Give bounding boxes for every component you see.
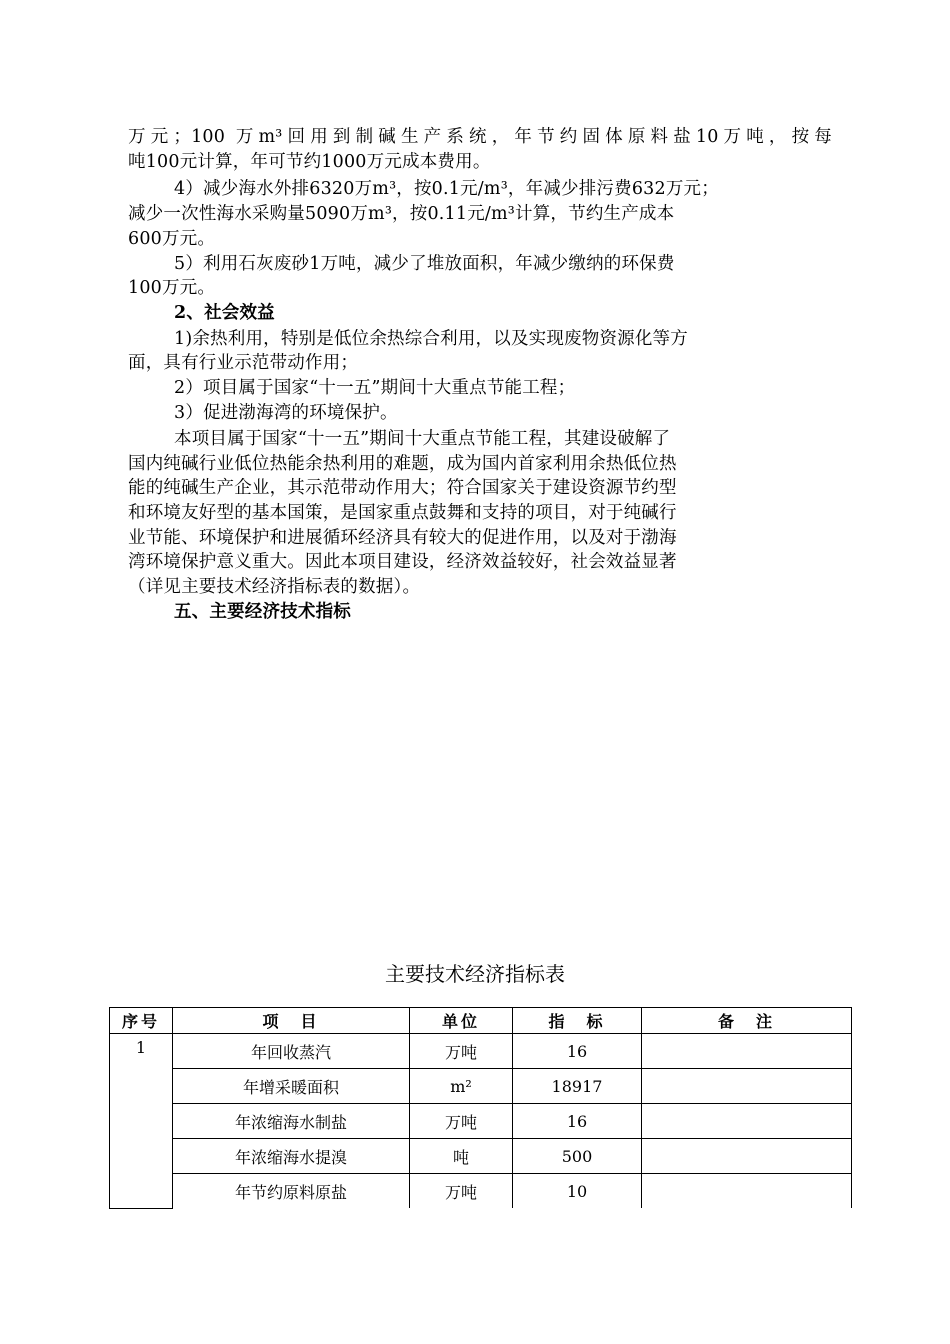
unit-cell: 万吨 — [410, 1104, 513, 1139]
note-cell — [642, 1034, 852, 1069]
value-cell: 10 — [513, 1174, 642, 1209]
paragraph-line: 能的纯碱生产企业，其示范带动作用大；符合国家关于建设资源节约型 — [128, 478, 677, 498]
table-header-row — [110, 1008, 852, 1034]
item-cell: 年浓缩海水制盐 — [173, 1104, 410, 1139]
unit-cell: m² — [410, 1069, 513, 1104]
item-cell: 年增采暖面积 — [173, 1069, 410, 1104]
paragraph-line: （详见主要技术经济指标表的数据）。 — [128, 577, 421, 597]
paragraph-line: 减少一次性海水采购量5090万m³，按0.11元/m³计算，节约生产成本 — [128, 204, 675, 224]
item-cell: 年回收蒸汽 — [173, 1034, 410, 1069]
unit-cell: 万吨 — [410, 1174, 513, 1209]
item-cell: 年浓缩海水提溴 — [173, 1139, 410, 1174]
value-cell: 16 — [513, 1104, 642, 1139]
paragraph-line: 1)余热利用，特别是低位余热综合利用，以及实现废物资源化等方 — [174, 329, 688, 349]
paragraph-line: 和环境友好型的基本国策，是国家重点鼓舞和支持的项目，对于纯碱行 — [128, 503, 677, 523]
header-value: 指 标 — [513, 1008, 642, 1034]
paragraph-line: 国内纯碱行业低位热能余热利用的难题，成为国内首家利用余热低位热 — [128, 454, 677, 474]
paragraph-line: 业节能、环境保护和进展循环经济具有较大的促进作用，以及对于渤海 — [128, 528, 677, 548]
note-cell — [642, 1104, 852, 1139]
table-row — [110, 1104, 852, 1139]
table-row — [110, 1139, 852, 1174]
value-cell: 18917 — [513, 1069, 642, 1104]
indicators-table — [109, 1007, 852, 1209]
paragraph-line: 3）促进渤海湾的环境保护。 — [174, 403, 398, 423]
section-heading-indicators: 五、主要经济技术指标 — [174, 602, 351, 622]
value-cell: 16 — [513, 1034, 642, 1069]
header-seq: 序号 — [110, 1008, 173, 1034]
header-unit: 单位 — [410, 1008, 513, 1034]
paragraph-line: 吨100元计算，年可节约1000万元成本费用。 — [128, 152, 491, 172]
unit-cell: 吨 — [410, 1139, 513, 1174]
item-cell: 年节约原料原盐 — [173, 1174, 410, 1209]
paragraph-line: 5）利用石灰废砂1万吨，减少了堆放面积，年减少缴纳的环保费 — [174, 254, 675, 274]
paragraph-line: 100万元。 — [128, 278, 216, 298]
header-note: 备 注 — [642, 1008, 852, 1034]
section-heading-social: 2、社会效益 — [174, 303, 275, 323]
note-cell — [642, 1174, 852, 1209]
value-cell: 500 — [513, 1139, 642, 1174]
paragraph-line: 600万元。 — [128, 229, 216, 249]
paragraph-line: 湾环境保护意义重大。因此本项目建设，经济效益较好，社会效益显著 — [128, 552, 677, 572]
table-title: 主要技术经济指标表 — [385, 962, 565, 986]
note-cell — [642, 1069, 852, 1104]
table-row — [110, 1174, 852, 1209]
table-row — [110, 1034, 852, 1069]
header-item: 项 目 — [173, 1008, 410, 1034]
unit-cell: 万吨 — [410, 1034, 513, 1069]
table-row — [110, 1069, 852, 1104]
seq-cell: 1 — [110, 1034, 173, 1209]
paragraph-line: 面，具有行业示范带动作用； — [128, 353, 359, 373]
paragraph-line: 4）减少海水外排6320万m³，按0.1元/m³，年减少排污费632万元； — [174, 179, 719, 199]
note-cell — [642, 1139, 852, 1174]
paragraph-line: 本项目属于国家“十一五”期间十大重点节能工程，其建设破解了 — [174, 429, 671, 449]
paragraph-line: 2）项目属于国家“十一五”期间十大重点节能工程； — [174, 378, 576, 398]
paragraph-line: 万元；100 万m³回用到制碱生产系统，年节约固体原料盐10万吨，按每 — [128, 127, 832, 147]
